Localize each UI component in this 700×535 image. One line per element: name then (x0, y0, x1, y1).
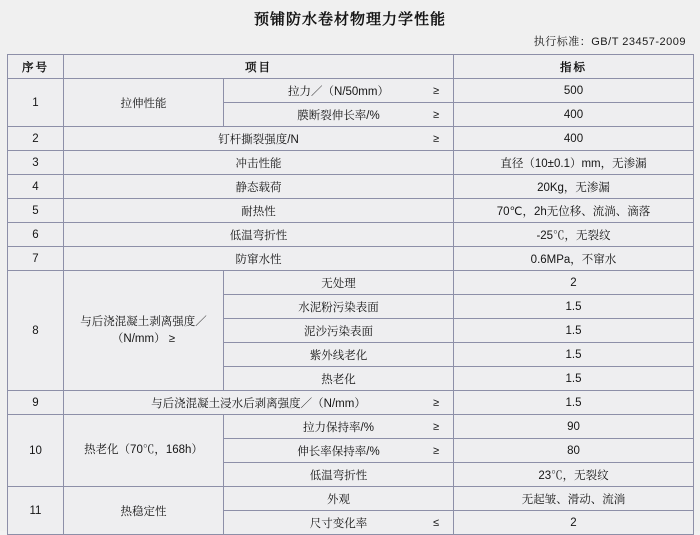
item-label: 钉杆撕裂强度/N (218, 133, 299, 146)
row-value: 0.6MPa，不窜水 (454, 247, 694, 271)
row-sub: 热老化 (224, 367, 454, 391)
row-no: 10 (8, 415, 64, 487)
row-value: 80 (454, 439, 694, 463)
comparator: ≥ (432, 84, 439, 97)
row-no: 4 (8, 175, 64, 199)
row-sub: 无处理 (224, 271, 454, 295)
row-sub (224, 79, 454, 103)
row-item (64, 391, 454, 415)
table-row (8, 175, 694, 199)
row-value: 70℃，2h无位移、流淌、滴落 (454, 199, 694, 223)
row-item (64, 271, 224, 391)
comparator: ≥ (432, 132, 439, 145)
row-item: 热老化（70℃，168h） (64, 415, 224, 487)
table-row (8, 415, 694, 439)
comparator: ≥ (168, 332, 176, 345)
table-row (8, 271, 694, 295)
sub-label: 拉力保持率/% (303, 421, 374, 434)
row-value: 直径（10±0.1）mm，无渗漏 (454, 151, 694, 175)
comparator: ≥ (432, 444, 439, 457)
row-value: 1.5 (454, 343, 694, 367)
row-item: 静态载荷 (64, 175, 454, 199)
standard-reference: 执行标准：GB/T 23457-2009 (533, 36, 686, 48)
row-item: 热稳定性 (64, 487, 224, 535)
row-no: 9 (8, 391, 64, 415)
row-no: 6 (8, 223, 64, 247)
row-sub (224, 439, 454, 463)
table-row (8, 199, 694, 223)
row-no: 1 (8, 79, 64, 127)
sub-label: 拉力／（N/50mm） (288, 85, 389, 98)
header-no: 序号 (8, 55, 64, 79)
spec-table (7, 54, 694, 535)
row-value: 500 (454, 79, 694, 103)
row-value: -25℃，无裂纹 (454, 223, 694, 247)
row-sub (224, 415, 454, 439)
table-row (8, 247, 694, 271)
row-value: 2 (454, 271, 694, 295)
row-value: 23℃，无裂纹 (454, 463, 694, 487)
row-sub: 水泥粉污染表面 (224, 295, 454, 319)
table-row (8, 151, 694, 175)
page-title: 预铺防水卷材物理力学性能 (253, 11, 446, 28)
row-no: 8 (8, 271, 64, 391)
row-value: 400 (454, 127, 694, 151)
table-row (8, 127, 694, 151)
table-row (8, 391, 694, 415)
row-no: 7 (8, 247, 64, 271)
row-item: 低温弯折性 (64, 223, 454, 247)
row-no: 11 (8, 487, 64, 535)
table-row (8, 223, 694, 247)
row-item (64, 127, 454, 151)
row-item: 冲击性能 (64, 151, 454, 175)
comparator: ≥ (432, 420, 439, 433)
sub-label: 膜断裂伸长率/% (297, 109, 380, 122)
item-label: 与后浇混凝土剥离强度／（N/mm） (80, 315, 207, 345)
row-value: 1.5 (454, 295, 694, 319)
row-sub: 低温弯折性 (224, 463, 454, 487)
row-sub: 泥沙污染表面 (224, 319, 454, 343)
table-body (8, 79, 694, 535)
row-item: 防窜水性 (64, 247, 454, 271)
row-value: 2 (454, 511, 694, 535)
row-no: 2 (8, 127, 64, 151)
sub-label: 伸长率保持率/% (297, 445, 380, 458)
sub-label: 尺寸变化率 (309, 517, 368, 530)
row-item: 拉伸性能 (64, 79, 224, 127)
header-item: 项目 (64, 55, 454, 79)
item-label: 与后浇混凝土浸水后剥离强度／（N/mm） (151, 397, 366, 410)
row-value: 400 (454, 103, 694, 127)
header-value: 指标 (454, 55, 694, 79)
row-value: 1.5 (454, 319, 694, 343)
row-value: 1.5 (454, 367, 694, 391)
table-row (8, 487, 694, 511)
comparator: ≥ (432, 108, 439, 121)
row-no: 5 (8, 199, 64, 223)
table-header (8, 55, 694, 79)
comparator: ≥ (432, 396, 439, 409)
row-value: 1.5 (454, 391, 694, 415)
row-sub: 紫外线老化 (224, 343, 454, 367)
row-value: 20Kg，无渗漏 (454, 175, 694, 199)
row-sub: 外观 (224, 487, 454, 511)
comparator: ≤ (432, 516, 439, 529)
row-value: 90 (454, 415, 694, 439)
row-item: 耐热性 (64, 199, 454, 223)
table-row (8, 79, 694, 103)
row-no: 3 (8, 151, 64, 175)
row-value: 无起皱、滑动、流淌 (454, 487, 694, 511)
row-sub (224, 103, 454, 127)
